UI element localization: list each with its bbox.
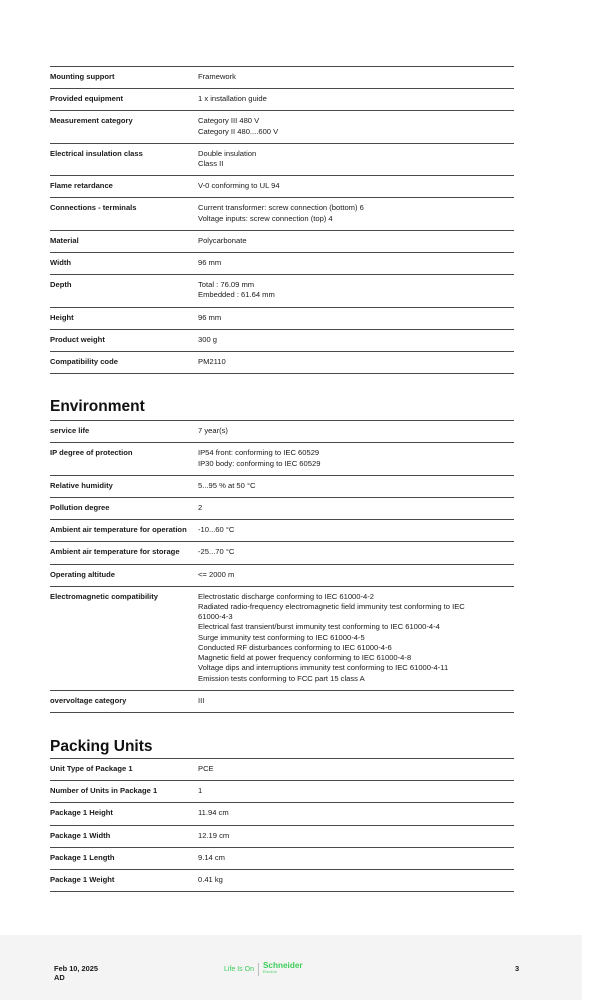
brand-tagline: Life Is On	[224, 965, 254, 973]
spec-label: Height	[50, 312, 74, 322]
spec-row	[50, 275, 514, 307]
brand-divider	[258, 963, 259, 976]
spec-value-line: 7 year(s)	[198, 426, 228, 436]
spec-row	[50, 176, 514, 198]
spec-value-line: Current transformer: screw connection (bottom) 6	[198, 203, 364, 213]
spec-value	[198, 690, 514, 712]
spec-table-environment	[50, 420, 514, 713]
datasheet-page	[50, 66, 514, 892]
spec-row	[50, 67, 514, 89]
spec-value	[198, 475, 514, 497]
spec-row	[50, 803, 514, 825]
spec-value-line: Double insulation	[198, 148, 257, 158]
spec-value-line: Electrical fast transient/burst immunity test conforming to IEC 61000-4-4	[198, 622, 440, 632]
spec-row	[50, 443, 514, 475]
spec-value-line: PCE	[198, 763, 214, 773]
spec-row	[50, 564, 514, 586]
spec-row	[50, 143, 514, 175]
spec-label: Product weight	[50, 334, 105, 344]
spec-value-line: Radiated radio-frequency electromagnetic field immunity test conforming to IEC	[198, 602, 465, 612]
spec-label: Material	[50, 235, 79, 245]
spec-value-line: Magnetic field at power frequency conforming to IEC 61000-4-8	[198, 653, 412, 663]
spec-label: Operating altitude	[50, 569, 115, 579]
spec-value-line: 96 mm	[198, 312, 222, 322]
spec-value-line: Voltage inputs: screw connection (top) 4	[198, 213, 333, 223]
spec-value	[198, 253, 514, 275]
spec-row	[50, 352, 514, 374]
spec-value-line: -25...70 °C	[198, 547, 235, 557]
spec-value	[198, 230, 514, 252]
spec-label: Ambient air temperature for storage	[50, 547, 180, 557]
spec-row	[50, 329, 514, 351]
spec-label: Provided equipment	[50, 94, 123, 104]
spec-label: Electrical insulation class	[50, 148, 143, 158]
spec-label: Package 1 Weight	[50, 874, 115, 884]
spec-label: Package 1 Height	[50, 808, 113, 818]
section-heading-packing-units: Packing Units	[50, 737, 153, 755]
spec-row	[50, 498, 514, 520]
spec-value-line: Voltage dips and interruptions immunity test conforming to IEC 61000-4-11	[198, 663, 449, 673]
spec-value	[198, 89, 514, 111]
spec-value-line: PM2110	[198, 357, 226, 367]
spec-value-line: Conducted RF disturbances conforming to IEC 61000-4-6	[198, 642, 392, 652]
spec-label: service life	[50, 426, 90, 436]
spec-value	[198, 443, 514, 475]
spec-value-line: V-0 conforming to UL 94	[198, 181, 280, 191]
footer-date: Feb 10, 2025	[54, 964, 98, 973]
spec-label: Connections - terminals	[50, 203, 137, 213]
spec-value-line: IP54 front: conforming to IEC 60529	[198, 448, 320, 458]
spec-row	[50, 825, 514, 847]
spec-row	[50, 847, 514, 869]
spec-value-line: Framework	[198, 72, 236, 81]
section-heading-environment: Environment	[50, 398, 145, 416]
spec-value-line: 12.19 cm	[198, 830, 230, 840]
spec-label: Package 1 Width	[50, 830, 111, 840]
brand-logo	[224, 962, 303, 976]
spec-row	[50, 758, 514, 780]
spec-value-line: Surge immunity test conforming to IEC 61000-4-5	[198, 632, 365, 642]
spec-value	[198, 781, 514, 803]
spec-value-line: Total : 76.09 mm	[198, 280, 255, 290]
spec-row	[50, 586, 514, 690]
spec-value-line: 1 x installation guide	[198, 94, 267, 104]
spec-label: Unit Type of Package 1	[50, 763, 133, 773]
footer-code: AD	[54, 973, 65, 982]
spec-label: Number of Units in Package 1	[50, 786, 158, 796]
spec-row	[50, 230, 514, 252]
spec-value-line: 1	[198, 786, 203, 796]
spec-label: Compatibility code	[50, 357, 118, 367]
spec-label: Electromagnetic compatibility	[50, 591, 159, 601]
spec-value	[198, 67, 514, 89]
spec-value	[198, 143, 514, 175]
spec-label: Pollution degree	[50, 503, 110, 513]
spec-row	[50, 89, 514, 111]
spec-value-line: Electrostatic discharge conforming to IEC 61000-4-2	[198, 591, 375, 601]
spec-value-line: -10...60 °C	[198, 525, 235, 535]
spec-value-line: III	[198, 695, 205, 705]
spec-value-line: 9.14 cm	[198, 852, 226, 862]
spec-value	[198, 847, 514, 869]
spec-value-line: <= 2000 m	[198, 569, 235, 579]
spec-row	[50, 111, 514, 143]
page-footer	[0, 935, 582, 1000]
spec-value	[198, 758, 514, 780]
spec-value	[198, 542, 514, 564]
spec-row	[50, 781, 514, 803]
spec-value-line: 96 mm	[198, 258, 222, 268]
spec-row	[50, 253, 514, 275]
spec-value	[198, 825, 514, 847]
spec-value	[198, 198, 514, 230]
spec-label: Mounting support	[50, 72, 115, 81]
schneider-logo-icon: Schneider Electric	[262, 961, 303, 974]
spec-value	[198, 352, 514, 374]
spec-value	[198, 421, 514, 443]
spec-row	[50, 520, 514, 542]
spec-row	[50, 475, 514, 497]
spec-row	[50, 690, 514, 712]
spec-table-general	[50, 66, 514, 374]
spec-value-line: Category II 480....600 V	[198, 126, 279, 136]
spec-value	[198, 176, 514, 198]
spec-value-line: 0.41 kg	[198, 874, 223, 884]
spec-value-line: Class II	[198, 159, 224, 169]
spec-value-line: Emission tests conforming to FCC part 15 class A	[198, 673, 365, 683]
spec-value-line: Polycarbonate	[198, 235, 247, 245]
spec-label: Measurement category	[50, 116, 133, 126]
spec-value	[198, 803, 514, 825]
spec-value	[198, 586, 514, 690]
page-number: 3	[515, 964, 520, 973]
spec-value-line: Category III 480 V	[198, 116, 260, 126]
spec-row	[50, 307, 514, 329]
spec-row	[50, 421, 514, 443]
spec-value-line: IP30 body: conforming to IEC 60529	[198, 458, 321, 468]
spec-value	[198, 498, 514, 520]
spec-table-packing	[50, 758, 514, 892]
spec-label: Width	[50, 258, 72, 268]
spec-row	[50, 542, 514, 564]
spec-label: IP degree of protection	[50, 448, 133, 458]
spec-value-line: 300 g	[198, 334, 218, 344]
spec-label: Ambient air temperature for operation	[50, 525, 187, 535]
spec-value-line: 61000-4-3	[198, 612, 233, 622]
spec-label: Depth	[50, 280, 72, 290]
spec-value	[198, 564, 514, 586]
spec-value	[198, 869, 514, 891]
footer-date-block	[54, 964, 98, 982]
spec-value	[198, 520, 514, 542]
spec-label: Relative humidity	[50, 480, 113, 490]
spec-value-line: 2	[198, 503, 203, 513]
spec-value-line: 5...95 % at 50 °C	[198, 480, 256, 490]
spec-value	[198, 329, 514, 351]
spec-value	[198, 307, 514, 329]
spec-value-line: 11.94 cm	[198, 808, 229, 818]
spec-value-line: Embedded : 61.64 mm	[198, 290, 275, 300]
spec-value	[198, 111, 514, 143]
spec-label: Package 1 Length	[50, 852, 115, 862]
spec-label: Flame retardance	[50, 181, 113, 191]
spec-row	[50, 198, 514, 230]
spec-value	[198, 275, 514, 307]
spec-row	[50, 869, 514, 891]
spec-label: overvoltage category	[50, 695, 127, 705]
